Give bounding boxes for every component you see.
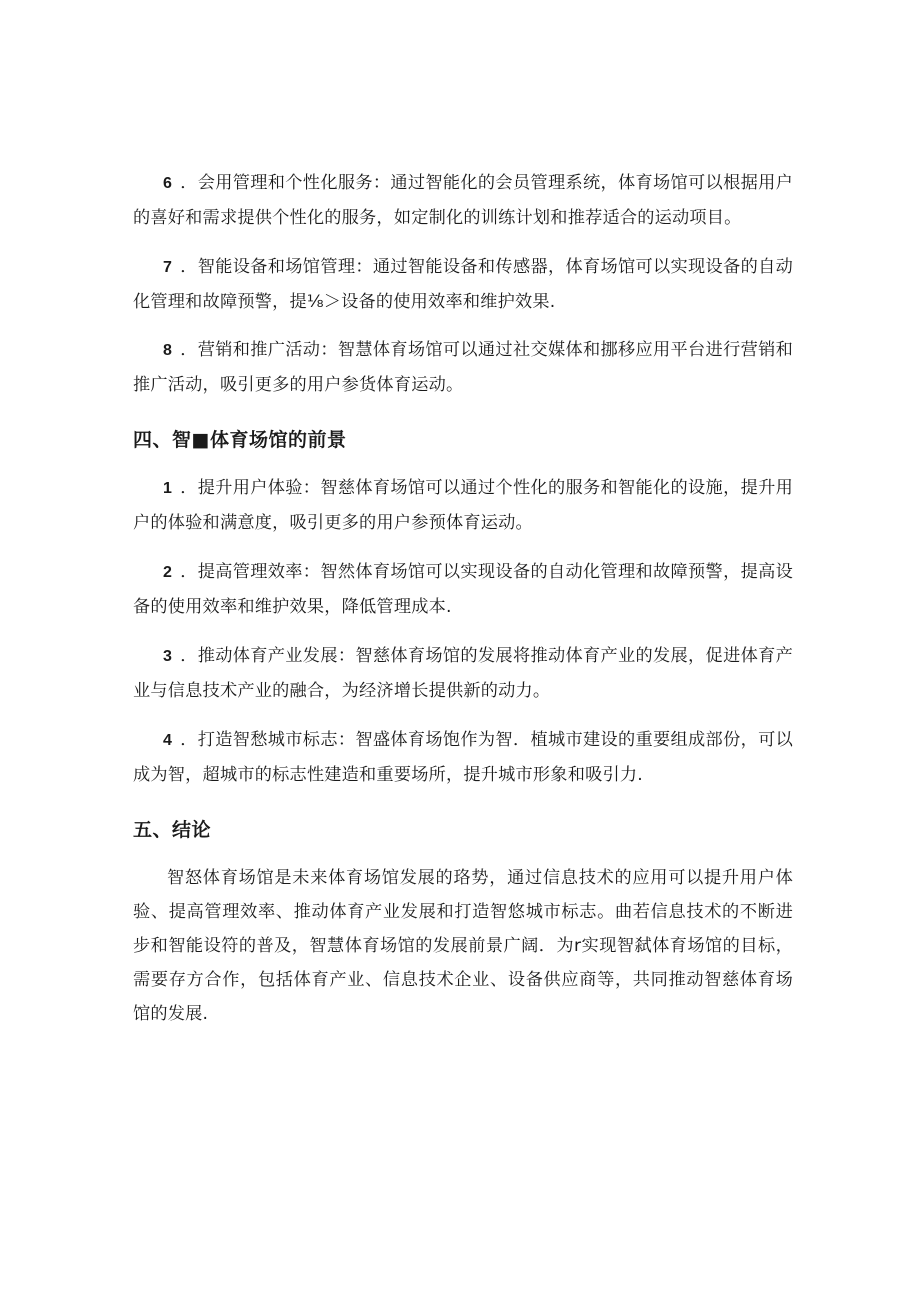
item-text: ．提高管理效率：智然体育场馆可以实现设备的自动化管理和故障预警，提高设备的使用效率和维护效果，降低管理成本. [133,562,793,617]
list-item [133,250,793,319]
item-number: 7 [163,259,173,276]
item-text: ．提升用户体验：智慈体育场馆可以通过个性化的服务和智能化的设施，提升用户的体验和满意度，吸引更多的用户参预体育运动。 [133,478,793,533]
list-item [133,555,793,624]
item-number: 1 [163,480,173,497]
list-item [133,471,793,540]
list-item [133,723,793,792]
item-text: ．营销和推广活动：智慧体育场馆可以通过社交媒体和挪移应用平台进行营销和推广活动，吸引更多的用户参货体育运动。 [133,340,793,395]
item-text: ．会用管理和个性化服务：通过智能化的会员管理系统，体育场馆可以根据用户的喜好和需求提供个性化的服务，如定制化的训练计划和推荐适合的运动项目。 [133,173,793,228]
list-item [133,333,793,402]
item-number: 8 [163,342,173,359]
item-number: 6 [163,175,173,192]
item-number: 3 [163,648,173,665]
list-item [133,639,793,708]
list-item [133,166,793,235]
conclusion-paragraph: 智怒体育场馆是未来体育场馆发展的珞势，通过信息技术的应用可以提升用户体验、提高管理效率、推动体育产业发展和打造智悠城市标志。曲若信息技术的不断进步和智能设符的普及，智慧体育场馆的发展前景广阔．为r实现智弑体育场馆的目标，需要存方合作，包括体育产业、信息技术企业、设备供应商等，共同推动智慈体育场馆的发展. [133,868,793,1024]
section-heading: 五、结论 [133,819,212,841]
item-text: ．打造智愁城市标志：智盛体育场饱作为智．植城市建设的重要组成部份，可以成为智，超城市的标志性建造和重要场所，提升城市形象和吸引力. [133,730,793,785]
section-heading: 四、智■体育场馆的前景 [133,429,347,451]
item-text: ．推动体育产业发展：智慈体育场馆的发展将推动体育产业的发展，促进体育产业与信息技术产业的融合，为经济增长提供新的动力。 [133,646,793,701]
item-text: ．智能设备和场馆管理：通过智能设备和传感器，体育场馆可以实现设备的自动化管理和故障预警，提⅛＞设备的使用效率和维护效果. [133,257,793,312]
item-number: 4 [163,732,173,749]
item-number: 2 [163,564,173,581]
